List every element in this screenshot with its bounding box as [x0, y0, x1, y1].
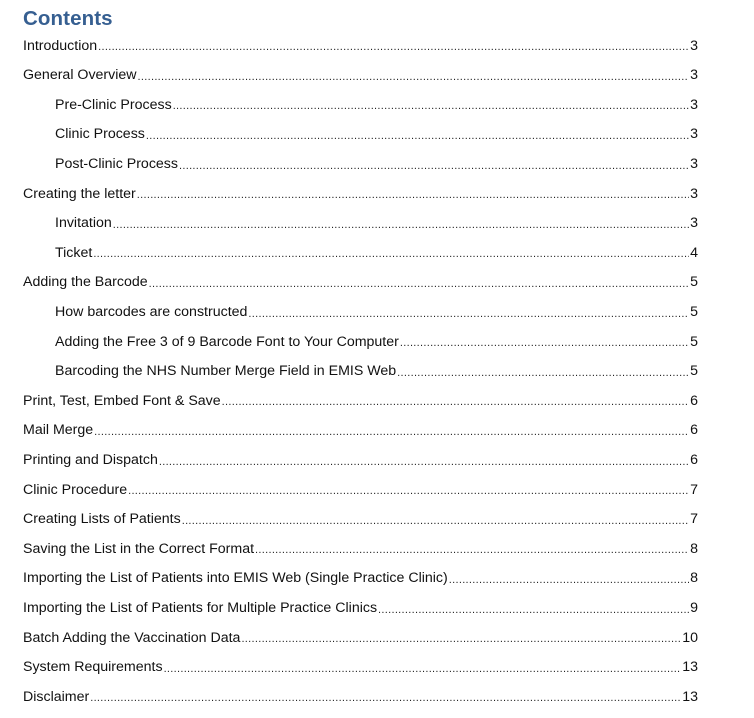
dot-leader — [113, 220, 689, 231]
toc-entry[interactable] — [0, 61, 754, 91]
toc-entry-page-number: 3 — [690, 156, 698, 173]
dot-leader — [449, 575, 689, 586]
toc-entry-title: Importing the List of Patients for Multiple Practice Clinics — [23, 599, 378, 616]
dot-leader — [182, 516, 689, 527]
toc-entry[interactable] — [0, 149, 754, 179]
toc-entry-page-number: 13 — [682, 688, 698, 705]
toc-entry-page-number: 3 — [690, 67, 698, 84]
dot-leader — [149, 279, 689, 290]
dot-leader — [173, 101, 689, 112]
toc-entry-title: Saving the List in the Correct Format — [23, 540, 255, 557]
toc-entry[interactable] — [0, 564, 754, 594]
toc-entry-page-number: 4 — [690, 244, 698, 261]
toc-entry-page-number: 8 — [690, 540, 698, 557]
toc-entry-title: Mail Merge — [23, 422, 94, 439]
toc-entry-page-number: 5 — [690, 363, 698, 380]
toc-entry[interactable] — [0, 357, 754, 387]
dot-leader — [128, 486, 689, 497]
toc-entry-page-number: 3 — [690, 185, 698, 202]
dot-leader — [90, 693, 681, 704]
dot-leader — [378, 605, 689, 616]
toc-entry-title: Barcoding the NHS Number Merge Field in EMIS Web — [55, 363, 397, 380]
toc-entry-title: General Overview — [23, 67, 137, 84]
toc-entry-page-number: 6 — [690, 392, 698, 409]
toc-entry-title: Printing and Dispatch — [23, 452, 158, 468]
dot-leader — [179, 161, 689, 172]
toc-entry[interactable] — [0, 534, 754, 564]
toc-entry-page-number: 6 — [690, 422, 698, 439]
toc-entry[interactable] — [0, 90, 754, 120]
toc-entry-page-number: 3 — [690, 215, 698, 232]
toc-entry[interactable] — [0, 593, 754, 623]
dot-leader — [94, 427, 689, 438]
toc-entry-page-number: 13 — [682, 659, 698, 676]
dot-leader — [98, 42, 689, 53]
toc-entry-page-number: 5 — [690, 333, 698, 350]
dot-leader — [241, 634, 681, 645]
toc-entry-page-number: 3 — [690, 126, 698, 143]
table-of-contents — [0, 31, 754, 712]
toc-entry-title: Importing the List of Patients into EMIS Web (Single Practice Clinic) — [23, 570, 448, 587]
toc-entry-title: Adding the Free 3 of 9 Barcode Font to Your Computer — [55, 333, 399, 350]
toc-entry[interactable] — [0, 475, 754, 505]
toc-entry-title: How barcodes are constructed — [55, 304, 248, 321]
toc-entry[interactable] — [0, 445, 754, 475]
toc-entry[interactable] — [0, 386, 754, 416]
toc-entry[interactable] — [0, 297, 754, 327]
toc-entry-page-number: 5 — [690, 274, 698, 291]
toc-entry-title: Introduction — [23, 37, 98, 54]
toc-entry-page-number: 10 — [682, 629, 698, 646]
dot-leader — [222, 397, 689, 408]
toc-entry-title: Batch Adding the Vaccination Data — [23, 629, 241, 646]
dot-leader — [248, 309, 689, 320]
toc-entry-title: System Requirements — [23, 659, 163, 676]
toc-entry[interactable] — [0, 238, 754, 268]
dot-leader — [93, 249, 689, 260]
toc-entry-title: Ticket — [55, 244, 93, 261]
toc-entry-title: Creating the letter — [23, 185, 136, 202]
toc-entry-title: Disclaimer — [23, 688, 90, 705]
toc-entry-title: Clinic Process — [55, 126, 145, 143]
dot-leader — [138, 72, 690, 83]
toc-entry-page-number: 3 — [690, 96, 698, 113]
toc-entry[interactable] — [0, 268, 754, 298]
toc-entry-title: Creating Lists of Patients — [23, 511, 181, 528]
toc-entry[interactable] — [0, 209, 754, 239]
toc-entry[interactable] — [0, 327, 754, 357]
dot-leader — [146, 131, 689, 142]
dot-leader — [137, 190, 689, 201]
toc-entry-page-number: 8 — [690, 570, 698, 587]
toc-heading: Contents — [23, 7, 113, 30]
dot-leader — [255, 545, 689, 556]
toc-entry[interactable] — [0, 623, 754, 653]
dot-leader — [400, 338, 689, 349]
dot-leader — [164, 664, 682, 675]
toc-entry[interactable] — [0, 505, 754, 535]
toc-entry-page-number: 7 — [690, 511, 698, 528]
toc-entry-page-number: 9 — [690, 599, 698, 616]
toc-entry[interactable] — [0, 179, 754, 209]
toc-entry-title: Pre-Clinic Process — [55, 96, 172, 113]
toc-entry-title: Adding the Barcode — [23, 274, 148, 291]
toc-entry-page-number: 6 — [690, 452, 698, 468]
toc-entry[interactable] — [0, 416, 754, 446]
toc-entry-page-number: 3 — [690, 37, 698, 54]
toc-entry[interactable] — [0, 31, 754, 61]
toc-entry[interactable] — [0, 652, 754, 682]
toc-entry-title: Print, Test, Embed Font & Save — [23, 392, 221, 409]
toc-entry-page-number: 7 — [690, 481, 698, 498]
toc-entry-title: Invitation — [55, 215, 112, 232]
dot-leader — [159, 457, 689, 468]
toc-entry[interactable] — [0, 120, 754, 150]
toc-entry[interactable] — [0, 682, 754, 712]
toc-entry-title: Post-Clinic Process — [55, 156, 178, 173]
toc-entry-page-number: 5 — [690, 304, 698, 321]
dot-leader — [397, 368, 689, 379]
toc-entry-title: Clinic Procedure — [23, 481, 128, 498]
